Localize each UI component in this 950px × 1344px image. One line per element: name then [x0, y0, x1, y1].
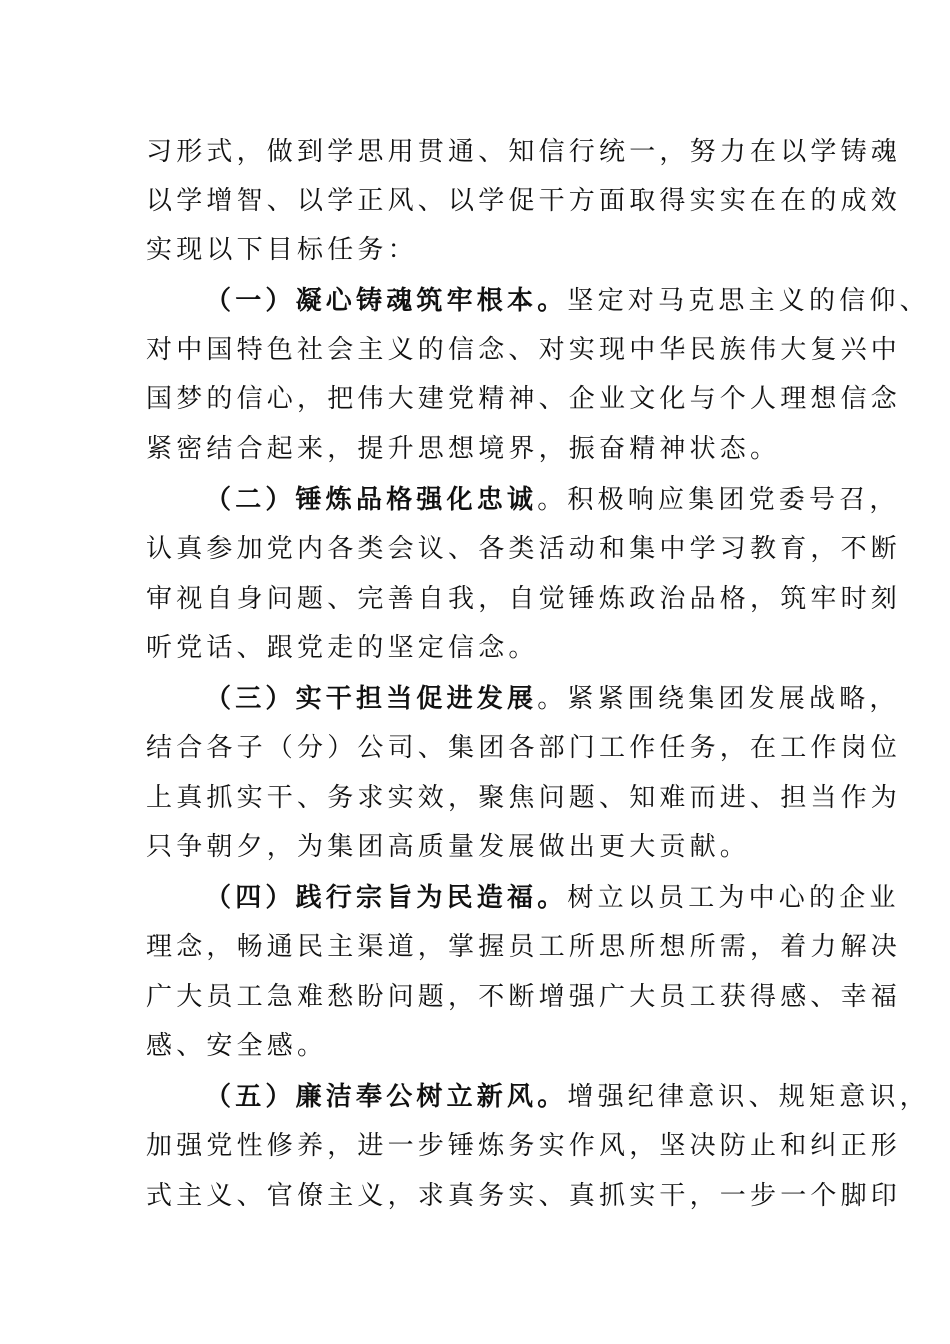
- section-1-first-line: [205, 276, 930, 326]
- body-line: 国梦的信心，把伟大建党精神、企业文化与个人理想信念: [146, 384, 902, 414]
- body-line: 式主义、官僚主义，求真务实、真抓实干，一步一个脚印: [146, 1181, 902, 1211]
- body-line: 对中国特色社会主义的信念、对实现中华民族伟大复兴中: [146, 335, 902, 365]
- section-2-heading: （二）锤炼品格强化忠诚: [205, 485, 538, 515]
- section-4-text: 树立以员工为中心的企业: [567, 883, 900, 913]
- body-line: 结合各子（分）公司、集团各部门工作任务，在工作岗位: [146, 733, 902, 763]
- section-3-first-line: [205, 674, 905, 724]
- body-line: 上真抓实干、务求实效，聚焦问题、知难而进、担当作为: [146, 783, 902, 813]
- section-4-first-line: [205, 873, 905, 923]
- section-3-heading: （三）实干担当促进发展: [205, 684, 538, 714]
- section-4-heading: （四）践行宗旨为民造福。: [205, 883, 568, 913]
- body-line: 习形式，做到学思用贯通、知信行统一，努力在以学铸魂: [146, 137, 902, 167]
- body-line: 只争朝夕，为集团高质量发展做出更大贡献。: [146, 832, 751, 862]
- body-line: 感、安全感。: [146, 1031, 328, 1061]
- body-line: 认真参加党内各类会议、各类活动和集中学习教育，不断: [146, 534, 902, 564]
- body-line: 实现以下目标任务：: [146, 235, 418, 265]
- section-2-text: 。积极响应集团党委号召，: [537, 485, 900, 515]
- section-5-text: 增强纪律意识、规矩意识，: [567, 1082, 930, 1112]
- section-5-first-line: [205, 1072, 930, 1122]
- body-line: 听党话、跟党走的坚定信念。: [146, 633, 539, 663]
- body-line: 加强党性修养，进一步锤炼务实作风，坚决防止和纠正形: [146, 1131, 902, 1161]
- body-line: 审视自身问题、完善自我，自觉锤炼政治品格，筑牢时刻: [146, 584, 902, 614]
- section-2-first-line: [205, 475, 905, 525]
- section-1-heading: （一）凝心铸魂筑牢根本。: [205, 286, 568, 316]
- body-line: 紧密结合起来，提升思想境界，振奋精神状态。: [146, 434, 781, 464]
- body-line: 以学增智、以学正风、以学促干方面取得实实在在的成效: [146, 186, 902, 216]
- section-3-text: 。紧紧围绕集团发展战略，: [537, 684, 900, 714]
- body-line: 理念，畅通民主渠道，掌握员工所思所想所需，着力解决: [146, 932, 902, 962]
- section-5-heading: （五）廉洁奉公树立新风。: [205, 1082, 568, 1112]
- section-1-text: 坚定对马克思主义的信仰、: [567, 286, 930, 316]
- body-line: 广大员工急难愁盼问题，不断增强广大员工获得感、幸福: [146, 982, 902, 1012]
